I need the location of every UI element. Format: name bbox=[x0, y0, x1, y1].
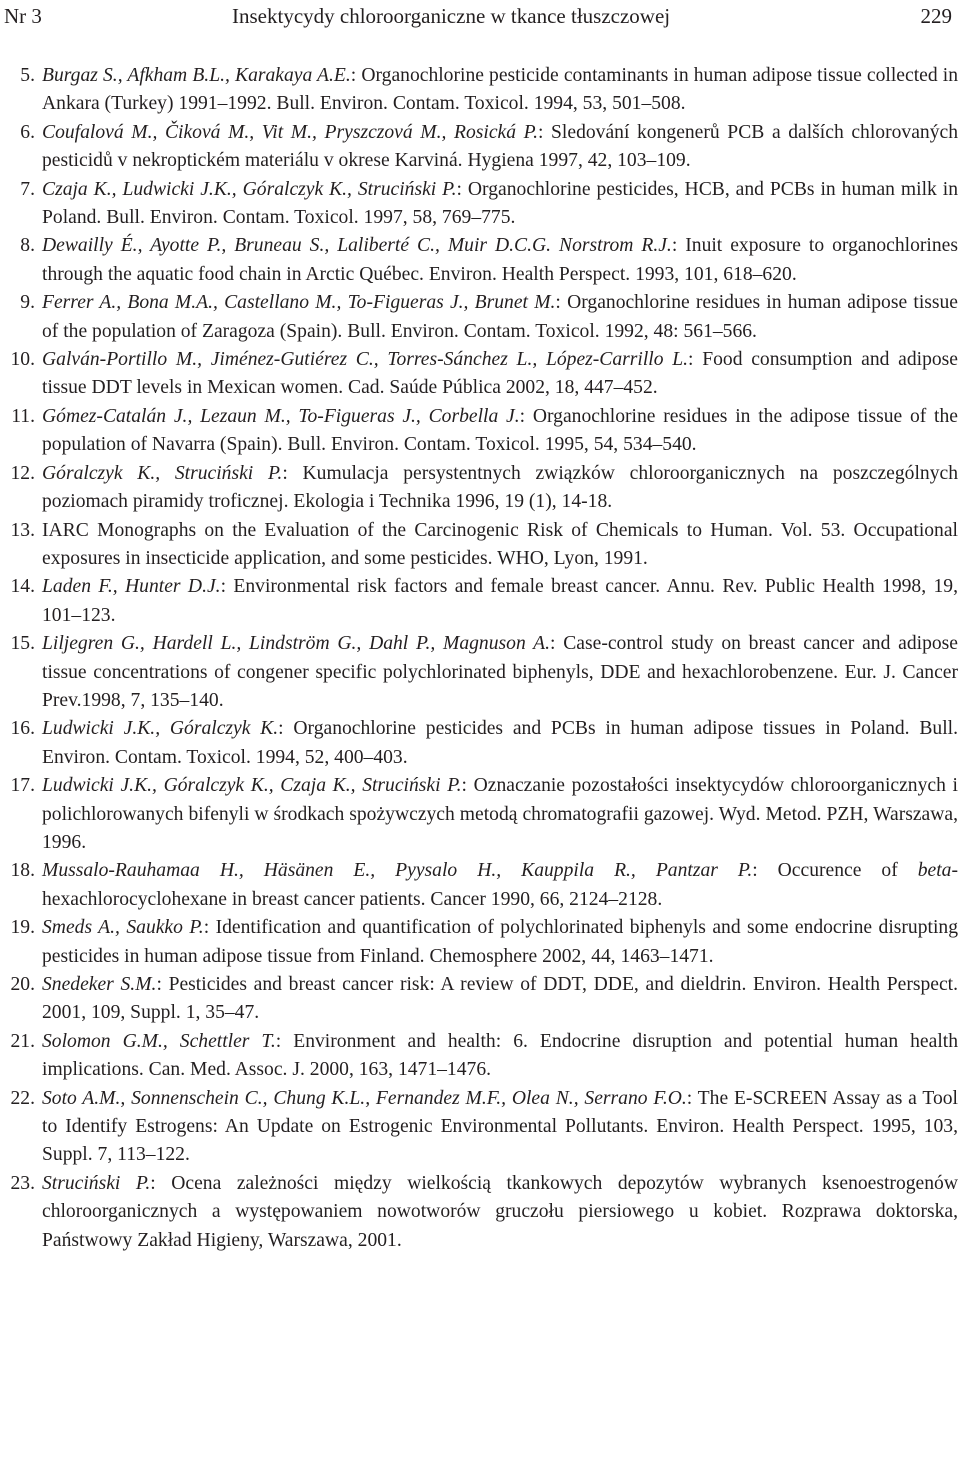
running-header bbox=[4, 2, 952, 34]
reference-text: : Oznaczanie pozostałości insektycydów chloroorganicznych i polichlorowanych bifenyli w środkach spożywczych metodą chromatografii gazowej. Wyd. Metod. PZH, Warszawa, 1996. bbox=[42, 775, 958, 853]
reference-authors: Soto A.M., Sonnenschein C., Chung K.L., Fernandez M.F., Olea N., Serrano F.O. bbox=[42, 1087, 687, 1109]
reference-text: : Environmental risk factors and female breast cancer. Annu. Rev. Public Health 1998, 19, 101–123. bbox=[42, 576, 958, 626]
reference-number: 15. bbox=[10, 633, 35, 655]
reference-authors: Dewailly É., Ayotte P., Bruneau S., Laliberté C., Muir D.C.G. Norstrom R.J. bbox=[42, 235, 672, 257]
reference-authors: Gómez-Catalán J., Lezaun M., To-Figueras J., Corbella J. bbox=[42, 405, 520, 427]
reference-number: 18. bbox=[10, 860, 35, 882]
reference-item bbox=[0, 346, 958, 403]
reference-text: : Organochlorine pesticide contaminants in human adipose tissue collected in Ankara (Turkey) 1991–1992. Bull. Environ. Contam. Toxicol. 1994, 53, 501–508. bbox=[42, 65, 958, 115]
reference-number: 13. bbox=[10, 519, 35, 541]
reference-list bbox=[0, 62, 958, 1255]
reference-item bbox=[0, 403, 958, 460]
reference-text: : Organochlorine pesticides, HCB, and PCBs in human milk in Poland. Bull. Environ. Contam. Toxicol. 1997, 58, 769–775. bbox=[42, 178, 958, 229]
reference-authors: Snedeker S.M. bbox=[42, 974, 157, 995]
reference-number: 19. bbox=[10, 917, 35, 939]
reference-number: 23. bbox=[10, 1172, 35, 1194]
reference-number: 5. bbox=[20, 65, 35, 86]
reference-authors: Ludwicki J.K., Góralczyk K., Czaja K., Struciński P. bbox=[42, 775, 462, 797]
reference-authors: Ludwicki J.K., Góralczyk K. bbox=[42, 718, 279, 740]
reference-authors: Liljegren G., Hardell L., Lindström G., Dahl P., Magnuson A. bbox=[42, 633, 551, 655]
reference-text: : Organochlorine pesticides and PCBs in human adipose tissues in Poland. Bull. Environ. Contam. Toxicol. 1994, 52, 400–403. bbox=[42, 718, 958, 768]
reference-authors: Burgaz S., Afkham B.L., Karakaya A.E. bbox=[42, 65, 351, 86]
reference-text: : Organochlorine residues in human adipose tissue of the population of Zaragoza (Spain). Bull. Environ. Contam. Toxicol. 1992, 48: 561–566. bbox=[42, 292, 959, 342]
reference-text: : Occurence of bbox=[752, 860, 918, 882]
reference-item bbox=[0, 630, 958, 715]
reference-number: 21. bbox=[10, 1030, 35, 1052]
reference-text: : Inuit exposure to organochlorines through the aquatic food chain in Arctic Québec. Environ. Health Perspect. 1993, 101, 618–620. bbox=[42, 235, 958, 285]
reference-item bbox=[0, 772, 958, 857]
reference-text: : Ocena zależności między wielkością tkankowych depozytów wybranych ksenoestrogenów chloroorganicznych a występowaniem nowotworów gruczołu piersiowego u kobiet. Rozprawa doktorska, Państwowy Zakład Higieny, Warszawa, 2001. bbox=[42, 1172, 958, 1251]
reference-item bbox=[0, 715, 958, 772]
reference-number: 14. bbox=[10, 576, 35, 598]
reference-item bbox=[0, 1028, 958, 1085]
reference-authors: Smeds A., Saukko P. bbox=[42, 917, 204, 939]
reference-number: 16. bbox=[10, 718, 35, 740]
reference-authors: Struciński P. bbox=[42, 1172, 151, 1194]
reference-authors: Góralczyk K., Struciński P. bbox=[42, 462, 283, 484]
reference-text: IARC Monographs on the Evaluation of the Carcinogenic Risk of Chemicals to Human. Vol. 53. Occupational exposures in insecticide application, and some pesticides. WHO, Lyon, 1991. bbox=[42, 519, 958, 569]
reference-italic-term: beta bbox=[917, 860, 952, 882]
reference-item bbox=[0, 1085, 958, 1170]
reference-number: 12. bbox=[10, 462, 35, 484]
reference-number: 20. bbox=[10, 974, 35, 995]
reference-text-continued: -hexachlorocyclohexane in breast cancer patients. Cancer 1990, 66, 2124–2128. bbox=[42, 860, 958, 910]
reference-authors: Galván-Portillo M., Jiménez-Gutiérez C., Torres-Sánchez L., López-Carrillo L. bbox=[42, 349, 689, 371]
reference-text: : Environment and health: 6. Endocrine disruption and potential human health implications. Can. Med. Assoc. J. 2000, 163, 1471–1476. bbox=[42, 1030, 959, 1081]
reference-text: : Identification and quantification of polychlorinated biphenyls and some endocrine disrupting pesticides in human adipose tissue from Finland. Chemosphere 2002, 44, 1463–1471. bbox=[42, 917, 958, 967]
reference-number: 17. bbox=[10, 775, 35, 797]
reference-item bbox=[0, 914, 958, 971]
reference-item bbox=[0, 1170, 958, 1255]
reference-number: 22. bbox=[10, 1087, 35, 1109]
reference-text: : Pesticides and breast cancer risk: A review of DDT, DDE, and dieldrin. Environ. Health Perspect. 2001, 109, Suppl. 1, 35–47. bbox=[42, 974, 958, 1024]
reference-number: 7. bbox=[20, 178, 35, 200]
reference-item bbox=[0, 460, 958, 517]
reference-authors: Mussalo-Rauhamaa H., Häsänen E., Pyysalo H., Kauppila R., Pantzar P. bbox=[42, 860, 753, 882]
reference-authors: Ferrer A., Bona M.A., Castellano M., To-Figueras J., Brunet M. bbox=[42, 292, 556, 314]
reference-number: 11. bbox=[11, 405, 35, 427]
reference-item bbox=[0, 573, 958, 630]
running-title: Insektycydy chloroorganiczne w tkance tłuszczowej bbox=[232, 4, 671, 28]
reference-text: : Organochlorine residues in the adipose tissue of the population of Navarra (Spain). Bull. Environ. Contam. Toxicol. 1995, 54, 534–540. bbox=[42, 405, 958, 456]
reference-text: : Kumulacja persystentnych związków chloroorganicznych na poszczególnych poziomach piramidy troficznej. Ekologia i Technika 1996, 19 (1), 14-18. bbox=[42, 462, 958, 513]
reference-number: 6. bbox=[20, 121, 35, 143]
reference-number: 8. bbox=[20, 235, 35, 257]
reference-item bbox=[0, 176, 958, 233]
reference-text: : Case-control study on breast cancer and adipose tissue concentrations of congener specific polychlorinated biphenyls, DDE and hexachlorobenzene. Eur. J. Cancer Prev.1998, 7, 135–140. bbox=[42, 633, 959, 711]
reference-authors: Czaja K., Ludwicki J.K., Góralczyk K., Struciński P. bbox=[42, 178, 457, 200]
reference-item bbox=[0, 119, 958, 176]
reference-authors: Laden F., Hunter D.J. bbox=[42, 576, 221, 598]
journal-issue: Nr 3 bbox=[4, 4, 42, 28]
reference-text: : Sledování kongenerů PCB a dalších chlorovaných pesticidů v nekroptickém materiálu v okrese Karviná. Hygiena 1997, 42, 103–109. bbox=[42, 121, 958, 172]
reference-text: : The E-SCREEN Assay as a Tool to Identify Estrogens: An Update on Estrogenic Environmental Pollutants. Environ. Health Perspect. 1995, 103, Suppl. 7, 113–122. bbox=[42, 1087, 958, 1166]
reference-item bbox=[0, 971, 958, 1028]
reference-item bbox=[0, 857, 958, 914]
reference-authors: Coufalová M., Čiková M., Vit M., Pryszczová M., Rosická P. bbox=[42, 121, 538, 143]
reference-item bbox=[0, 289, 958, 346]
reference-item bbox=[0, 517, 958, 574]
reference-number: 9. bbox=[20, 292, 35, 314]
reference-text: : Food consumption and adipose tissue DDT levels in Mexican women. Cad. Saúde Pública 2002, 18, 447–452. bbox=[42, 349, 958, 399]
reference-number: 10. bbox=[10, 349, 35, 371]
reference-authors: Solomon G.M., Schettler T. bbox=[42, 1030, 276, 1052]
reference-item bbox=[0, 62, 958, 119]
page-number: 229 bbox=[920, 4, 952, 28]
reference-item bbox=[0, 232, 958, 289]
